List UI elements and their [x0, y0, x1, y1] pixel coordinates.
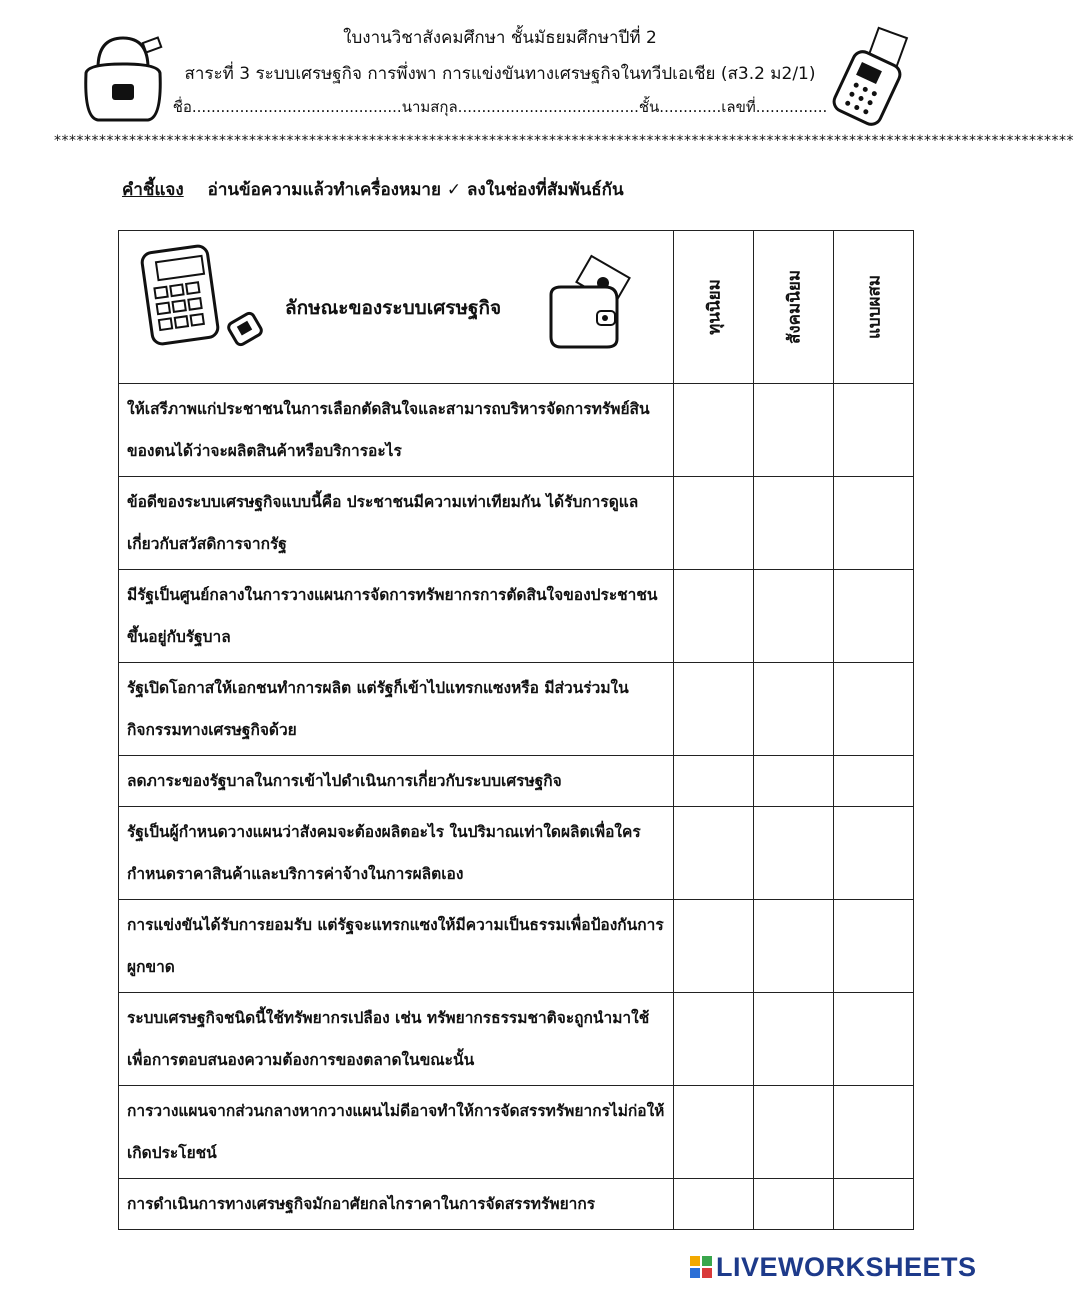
statement-cell: ให้เสรีภาพแก่ประชาชนในการเลือกตัดสินใจและสามารถบริหารจัดการทรัพย์สินของตนได้ว่าจะผลิตสินค้าหรือบริการอะไร — [119, 384, 674, 477]
check-cell-socialism[interactable] — [754, 756, 834, 807]
classification-table — [118, 230, 914, 1230]
check-cell-capitalism[interactable] — [674, 1179, 754, 1230]
statement-cell: มีรัฐเป็นศูนย์กลางในการวางแผนการจัดการทรัพยากรการตัดสินใจของประชาชนขึ้นอยู่กับรัฐบาล — [119, 570, 674, 663]
table-row — [119, 384, 914, 477]
statement-cell: การแข่งขันได้รับการยอมรับ แต่รัฐจะแทรกแซงให้มีความเป็นธรรมเพื่อป้องกันการผูกขาด — [119, 900, 674, 993]
statement-cell: รัฐเป็นผู้กำหนดวางแผนว่าสังคมจะต้องผลิตอะไร ในปริมาณเท่าใดผลิตเพื่อใคร กำหนดราคาสินค้าและบริการค่าจ้างในการผลิตเอง — [119, 807, 674, 900]
statement-cell: รัฐเปิดโอกาสให้เอกชนทำการผลิต แต่รัฐก็เข้าไปแทรกแซงหรือ มีส่วนร่วมในกิจกรรมทางเศรษฐกิจด้วย — [119, 663, 674, 756]
statement-cell: ข้อดีของระบบเศรษฐกิจแบบนี้คือ ประชาชนมีความเท่าเทียมกัน ได้รับการดูแลเกี่ยวกับสวัสดิการจากรัฐ — [119, 477, 674, 570]
check-cell-capitalism[interactable] — [674, 1086, 754, 1179]
check-cell-capitalism[interactable] — [674, 663, 754, 756]
table-row — [119, 1179, 914, 1230]
check-cell-socialism[interactable] — [754, 570, 834, 663]
wallet-icon — [545, 259, 640, 354]
check-cell-mixed[interactable] — [834, 477, 914, 570]
check-cell-capitalism[interactable] — [674, 477, 754, 570]
column-header-capitalism: ทุนนิยม — [674, 231, 754, 384]
instruction — [122, 176, 624, 203]
worksheet-title: ใบงานวิชาสังคมศึกษา ชั้นมัธยมศึกษาปีที่ 2 — [343, 28, 657, 48]
check-cell-capitalism[interactable] — [674, 807, 754, 900]
check-cell-capitalism[interactable] — [674, 570, 754, 663]
check-cell-socialism[interactable] — [754, 663, 834, 756]
logo-text: LIVEWORKSHEETS — [716, 1252, 977, 1282]
statement-cell: การดำเนินการทางเศรษฐกิจมักอาศัยกลไกราคาในการจัดสรรทรัพยากร — [119, 1179, 674, 1230]
table-row — [119, 477, 914, 570]
check-cell-socialism[interactable] — [754, 477, 834, 570]
column-header-socialism: สังคมนิยม — [754, 231, 834, 384]
instruction-label: คำชี้แจง — [122, 180, 184, 200]
table-row — [119, 1086, 914, 1179]
table-row — [119, 570, 914, 663]
instruction-text: อ่านข้อความแล้วทำเครื่องหมาย ✓ ลงในช่องที่สัมพันธ์กัน — [207, 180, 624, 200]
table-row — [119, 900, 914, 993]
worksheet-subtitle: สาระที่ 3 ระบบเศรษฐกิจ การพึ่งพา การแข่งขันทางเศรษฐกิจในทวีปเอเชีย (ส3.2 ม2/1) — [184, 64, 816, 84]
logo-mark-icon — [690, 1256, 712, 1278]
check-cell-capitalism[interactable] — [674, 900, 754, 993]
check-cell-mixed[interactable] — [834, 993, 914, 1086]
check-cell-capitalism[interactable] — [674, 384, 754, 477]
check-cell-mixed[interactable] — [834, 1179, 914, 1230]
table-row — [119, 807, 914, 900]
statement-cell: การวางแผนจากส่วนกลางหากวางแผนไม่ดีอาจทำให้การจัดสรรทรัพยากรไม่ก่อให้เกิดประโยชน์ — [119, 1086, 674, 1179]
table-row — [119, 993, 914, 1086]
check-cell-mixed[interactable] — [834, 1086, 914, 1179]
check-cell-mixed[interactable] — [834, 807, 914, 900]
calculator-icon — [143, 245, 273, 355]
student-info-line: ชื่อ............................................นามสกุล......................................ชั้น.............เลขที่............... — [172, 98, 828, 116]
check-cell-mixed[interactable] — [834, 900, 914, 993]
statement-cell: ระบบเศรษฐกิจชนิดนี้ใช้ทรัพยากรเปลือง เช่น ทรัพยากรธรรมชาติจะถูกนำมาใช้เพื่อการตอบสนองความต้องการของตลาดในขณะนั้น — [119, 993, 674, 1086]
divider-line: **************************************************************************************************************************************** — [54, 133, 1074, 149]
liveworksheets-logo — [690, 1252, 977, 1283]
check-cell-mixed[interactable] — [834, 570, 914, 663]
check-cell-socialism[interactable] — [754, 900, 834, 993]
column-header-mixed: แบบผสม — [834, 231, 914, 384]
statement-cell: ลดภาระของรัฐบาลในการเข้าไปดำเนินการเกี่ยวกับระบบเศรษฐกิจ — [119, 756, 674, 807]
check-cell-socialism[interactable] — [754, 993, 834, 1086]
check-cell-mixed[interactable] — [834, 663, 914, 756]
check-cell-capitalism[interactable] — [674, 756, 754, 807]
check-cell-socialism[interactable] — [754, 384, 834, 477]
check-cell-socialism[interactable] — [754, 1086, 834, 1179]
check-cell-socialism[interactable] — [754, 807, 834, 900]
table-row — [119, 756, 914, 807]
main-header-cell — [119, 231, 674, 384]
check-cell-mixed[interactable] — [834, 756, 914, 807]
check-cell-socialism[interactable] — [754, 1179, 834, 1230]
check-cell-mixed[interactable] — [834, 384, 914, 477]
table-row — [119, 663, 914, 756]
main-header-label: ลักษณะของระบบเศรษฐกิจ — [285, 297, 502, 319]
check-cell-capitalism[interactable] — [674, 993, 754, 1086]
